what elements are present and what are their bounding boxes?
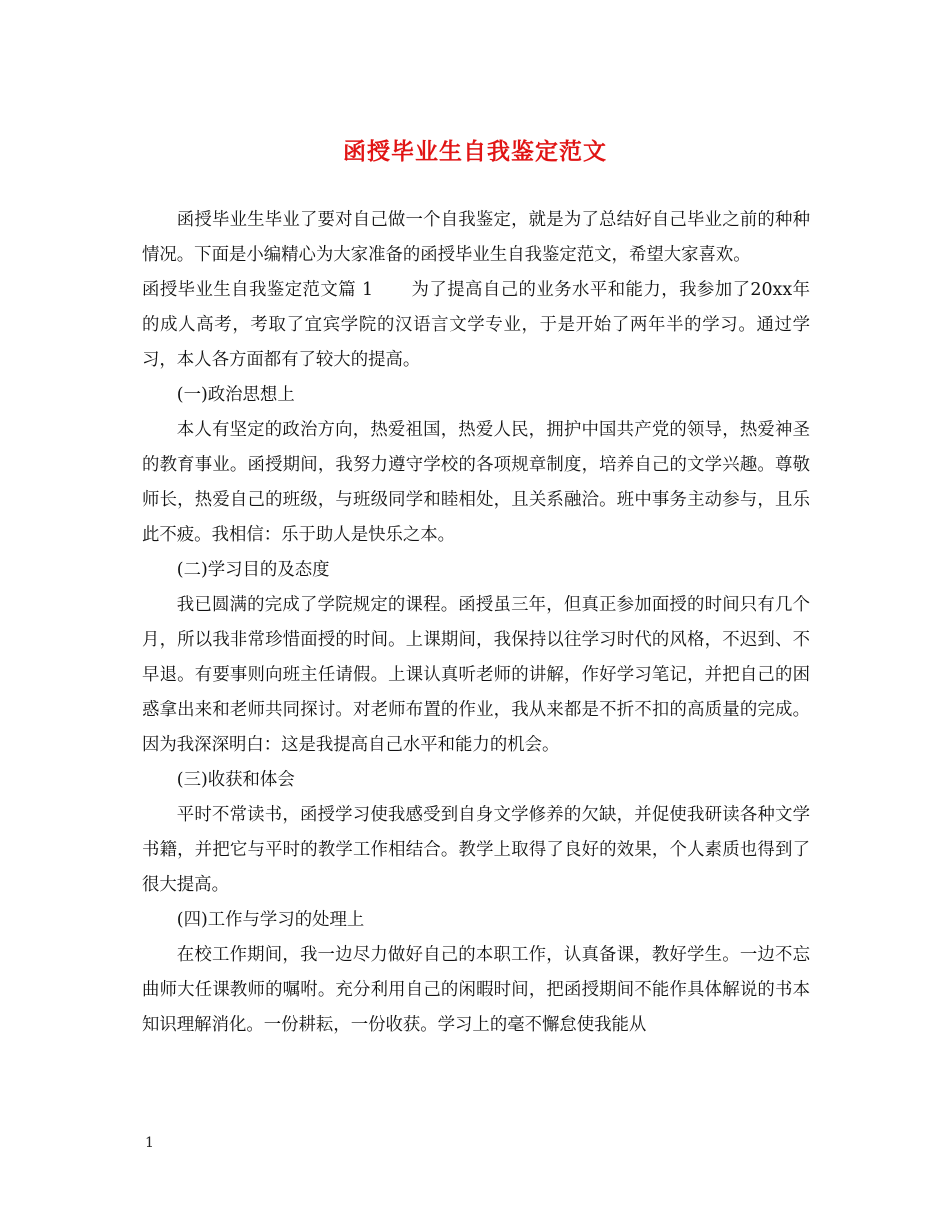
page-number: 1: [145, 1135, 154, 1151]
section-paragraph: 平时不常读书，函授学习使我感受到自身文学修养的欠缺，并促使我研读各种文学书籍，并把它与平时的教学工作相结合。教学上取得了良好的效果，个人素质也得到了很大提高。: [142, 805, 810, 895]
document-body: [142, 203, 810, 1043]
section-heading: (四)工作与学习的处理上: [176, 910, 365, 930]
section-paragraph: 本人有坚定的政治方向，热爱祖国，热爱人民，拥护中国共产党的领导，热爱神圣的教育事业。函授期间，我努力遵守学校的各项规章制度，培养自己的文学兴趣。尊敬师长，热爱自己的班级，与班级同学和睦相处，且关系融洽。班中事务主动参与，且乐此不疲。我相信：乐于助人是快乐之本。: [142, 420, 810, 545]
article-label: 函授毕业生自我鉴定范文篇 1: [142, 280, 374, 300]
section-heading: (一)政治思想上: [176, 385, 295, 405]
article-lead: 为了提高自己的业务水平和能力，我参加了20xx年的成人高考，考取了宜宾学院的汉语言文学专业，于是开始了两年半的学习。通过学习，本人各方面都有了较大的提高。: [142, 280, 810, 370]
section-heading: (二)学习目的及态度: [176, 560, 330, 580]
section-heading: (三)收获和体会: [176, 770, 295, 790]
article-lead-paragraph: [142, 273, 810, 378]
intro-paragraph: 函授毕业生毕业了要对自己做一个自我鉴定，就是为了总结好自己毕业之前的种种情况。下面是小编精心为大家准备的函授毕业生自我鉴定范文，希望大家喜欢。: [142, 210, 810, 265]
section-paragraph: 在校工作期间，我一边尽力做好自己的本职工作，认真备课，教好学生。一边不忘曲师大任课教师的嘱咐。充分利用自己的闲暇时间，把函授期间不能作具体解说的书本知识理解消化。一份耕耘，一份收获。学习上的毫不懈怠使我能从: [142, 945, 810, 1035]
section-paragraph: 我已圆满的完成了学院规定的课程。函授虽三年，但真正参加面授的时间只有几个月，所以我非常珍惜面授的时间。上课期间，我保持以往学习时代的风格，不迟到、不早退。有要事则向班主任请假。上课认真听老师的讲解，作好学习笔记，并把自己的困惑拿出来和老师共同探讨。对老师布置的作业，我从来都是不折不扣的高质量的完成。因为我深深明白：这是我提高自己水平和能力的机会。: [142, 595, 810, 755]
document-title: 函授毕业生自我鉴定范文: [343, 138, 607, 165]
